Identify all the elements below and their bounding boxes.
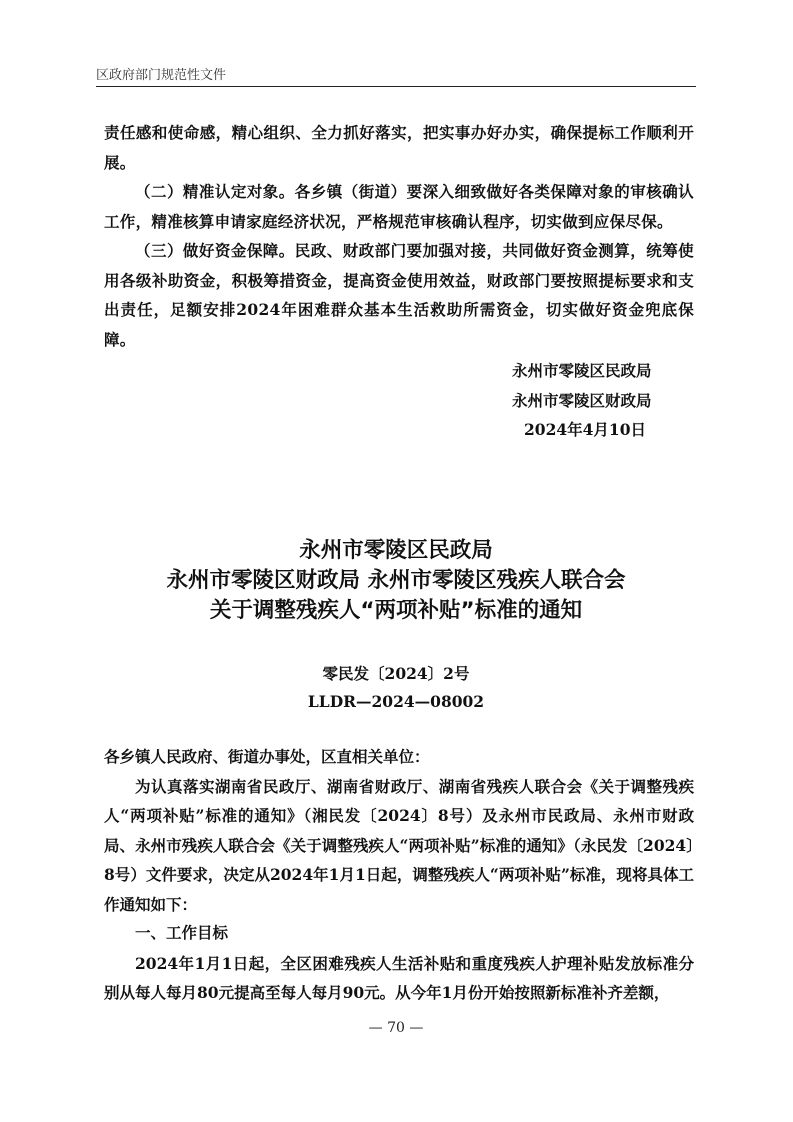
paragraph-precise-identification: （二）精准认定对象。各乡镇（街道）要深入细致做好各类保障对象的审核确认工作，精准核算申请家庭经济状况，严格规范审核确认程序，切实做到应保尽保。	[104, 182, 694, 231]
previous-section-body	[104, 118, 694, 354]
work-goal-paragraph: 2024年1月1日起，全区困难残疾人生活补贴和重度残疾人护理补贴发放标准分别从每人每月80元提高至每人每月90元。从今年1月份开始按照新标准补齐差额，	[104, 953, 694, 1002]
notice-body	[104, 742, 694, 1008]
paragraph-continuation: 责任感和使命感，精心组织、全力抓好落实，把实事办好办实，确保提标工作顺利开展。	[104, 123, 694, 172]
signature-issuer-civil-affairs: 永州市零陵区民政局	[512, 361, 652, 380]
signature-issuer-finance: 永州市零陵区财政局	[512, 390, 652, 410]
signature-block	[512, 356, 712, 445]
intro-paragraph: 为认真落实湖南省民政厅、湖南省财政厅、湖南省残疾人联合会《关于调整残疾人“两项补贴”标准的通知》（湘民发〔2024〕8号）及永州市民政局、永州市财政局、永州市残疾人联合会《关于调整残疾人“两项补贴”标准的通知》（永民发〔2024〕8号）文件要求，决定从2024年1月1日起，调整残疾人“两项补贴”标准，现将具体工作通知如下：	[104, 776, 694, 914]
header-divider	[96, 86, 696, 87]
running-header: 区政府部门规范性文件	[96, 68, 227, 83]
notice-title-line-2: 永州市零陵区财政局 永州市零陵区残疾人联合会	[166, 568, 626, 593]
notice-title-line-3: 关于调整残疾人“两项补贴”标准的通知	[209, 598, 583, 623]
document-number: 零民发〔2024〕2号	[322, 664, 470, 683]
notice-title-line-1: 永州市零陵区民政局	[299, 538, 493, 563]
page-number: — 70 —	[368, 1020, 424, 1036]
document-number-block	[96, 660, 696, 716]
notice-title	[96, 536, 696, 626]
signature-date: 2024年4月10日	[524, 420, 646, 439]
addressee-line: 各乡镇人民政府、街道办事处，区直相关单位：	[104, 747, 430, 766]
section-heading-work-goal: 一、工作目标	[135, 924, 229, 942]
registration-number: LLDR—2024—08002	[307, 692, 485, 711]
paragraph-funding-guarantee: （三）做好资金保障。民政、财政部门要加强对接，共同做好资金测算，统筹使用各级补助资金，积极筹措资金，提高资金使用效益，财政部门要按照提标要求和支出责任，足额安排2024年困难群众基本生活救助所需资金，切实做好资金兜底保障。	[104, 241, 694, 349]
